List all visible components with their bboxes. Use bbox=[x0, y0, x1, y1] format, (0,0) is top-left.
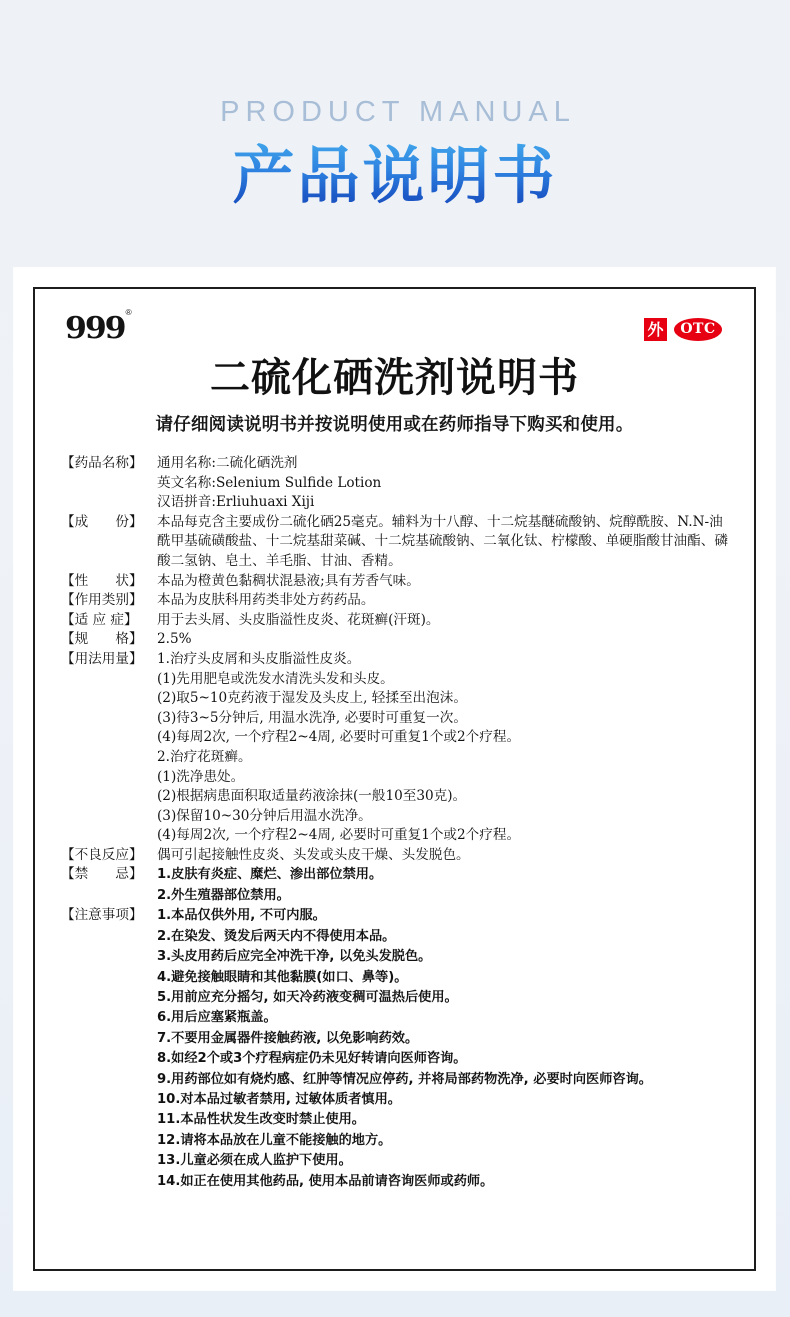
section-content bbox=[157, 650, 728, 846]
section-line: 6.用后应塞紧瓶盖。 bbox=[157, 1010, 277, 1026]
registered-trademark-icon: ® bbox=[125, 308, 132, 317]
section-line: (4)每周2次, 一个疗程2~4周, 必要时可重复1个或2个疗程。 bbox=[157, 827, 521, 844]
section-line: 1.治疗头皮屑和头皮脂溢性皮炎。 bbox=[157, 650, 361, 667]
section-label: 【作用类别】 bbox=[61, 592, 143, 609]
section-line: (3)保留10~30分钟后用温水洗净。 bbox=[157, 807, 372, 824]
section-line: 10.对本品过敏者禁用, 过敏体质者慎用。 bbox=[157, 1091, 401, 1107]
section-line: 13.儿童必须在成人监护下使用。 bbox=[157, 1153, 352, 1169]
section-line: (2)根据病患面积取适量药液涂抹(一般10至30克)。 bbox=[157, 788, 467, 805]
section-label: 【用法用量】 bbox=[61, 650, 143, 667]
section-line: 5.用前应充分摇匀, 如天冷药液变稠可温热后使用。 bbox=[157, 989, 458, 1005]
document-subtitle: 请仔细阅读说明书并按说明使用或在药师指导下购买和使用。 bbox=[155, 415, 634, 435]
section-label: 【药品名称】 bbox=[61, 455, 143, 471]
section-line: 4.避免接触眼睛和其他黏膜(如口、鼻等)。 bbox=[157, 969, 408, 985]
section-label: 【不良反应】 bbox=[61, 846, 143, 863]
section-row bbox=[61, 513, 728, 572]
page-header bbox=[0, 0, 790, 212]
section-row bbox=[61, 650, 728, 846]
badge-group bbox=[644, 318, 722, 341]
section-line: 通用名称:二硫化硒洗剂 bbox=[157, 455, 298, 471]
brand-row bbox=[61, 308, 728, 347]
section-label: 【成 份】 bbox=[61, 513, 143, 530]
section-label: 【适 应 症】 bbox=[61, 611, 138, 628]
section-row bbox=[61, 611, 728, 631]
section-content bbox=[157, 454, 728, 513]
brand-logo-999 bbox=[65, 308, 132, 346]
section-line: 本品为皮肤科用药类非处方药药品。 bbox=[157, 592, 375, 609]
section-line: (3)待3~5分钟后, 用温水洗净, 必要时可重复一次。 bbox=[157, 709, 467, 726]
section-line: 14.如正在使用其他药品, 使用本品前请咨询医师或药师。 bbox=[157, 1173, 494, 1189]
section-content bbox=[157, 846, 728, 866]
section-content bbox=[157, 572, 728, 592]
section-label: 【性 状】 bbox=[61, 572, 143, 589]
section-line: (2)取5~10克药液于湿发及头皮上, 轻揉至出泡沫。 bbox=[157, 690, 467, 707]
manual-card bbox=[14, 268, 775, 1290]
section-content bbox=[157, 630, 728, 650]
section-row bbox=[61, 572, 728, 592]
section-line: (1)洗净患处。 bbox=[157, 768, 245, 785]
section-line: 本品为橙黄色黏稠状混悬液;具有芳香气味。 bbox=[157, 572, 420, 589]
section-line: (1)先用肥皂或洗发水清洗头发和头皮。 bbox=[157, 670, 394, 687]
section-label: 【禁 忌】 bbox=[61, 866, 143, 883]
section-row bbox=[61, 591, 728, 611]
section-line: 7.不要用金属器件接触药液, 以免影响药效。 bbox=[157, 1030, 419, 1046]
brand-logo-text: 999 bbox=[65, 311, 125, 346]
section-line: 8.如经2个或3个疗程病症仍未见好转请向医师咨询。 bbox=[157, 1051, 467, 1067]
section-line: 3.头皮用药后应完全冲洗干净, 以免头发脱色。 bbox=[157, 949, 432, 965]
external-use-badge: 外 bbox=[644, 318, 667, 341]
otc-badge: OTC bbox=[674, 318, 722, 341]
section-line: 12.请将本品放在儿童不能接触的地方。 bbox=[157, 1132, 392, 1148]
header-eyebrow: PRODUCT MANUAL bbox=[220, 96, 576, 128]
section-line: 偶可引起接触性皮炎、头发或头皮干燥、头发脱色。 bbox=[157, 846, 470, 863]
section-row bbox=[61, 454, 728, 513]
section-label: 【规 格】 bbox=[61, 631, 143, 648]
section-line: 2.治疗花斑癣。 bbox=[157, 748, 252, 765]
section-line: 英文名称:Selenium Sulfide Lotion bbox=[157, 474, 382, 491]
section-row bbox=[61, 630, 728, 650]
section-line: 11.本品性状发生改变时禁止使用。 bbox=[157, 1112, 365, 1128]
section-line: 用于去头屑、头皮脂溢性皮炎、花斑癣(汗斑)。 bbox=[157, 611, 440, 628]
section-content bbox=[157, 513, 728, 572]
section-line: 1.皮肤有炎症、糜烂、渗出部位禁用。 bbox=[157, 867, 383, 883]
section-content bbox=[157, 906, 728, 1192]
section-line: 2.在染发、烫发后两天内不得使用本品。 bbox=[157, 928, 396, 944]
section-content bbox=[157, 865, 728, 906]
section-row bbox=[61, 865, 728, 906]
sections-container bbox=[61, 454, 728, 1192]
page-title: 产品说明书 bbox=[0, 143, 790, 208]
section-line: 2.5% bbox=[157, 631, 192, 648]
section-line: 1.本品仅供外用, 不可内服。 bbox=[157, 908, 326, 924]
document-title: 二硫化硒洗剂说明书 bbox=[210, 354, 579, 401]
manual-card-inner bbox=[33, 287, 756, 1271]
section-label: 【注意事项】 bbox=[61, 907, 143, 924]
section-content bbox=[157, 591, 728, 611]
section-line: 本品每克含主要成份二硫化硒25毫克。辅料为十八醇、十二烷基醚硫酸钠、烷醇酰胺、N.N-油酰甲基硫磺酸盐、十二烷基甜菜碱、十二烷基硫酸钠、二氧化钛、柠檬酸、单硬脂酸甘油酯、磷酸二氢钠、皂土、羊毛脂、甘油、香精。 bbox=[157, 513, 728, 569]
section-line: 2.外生殖器部位禁用。 bbox=[157, 887, 290, 903]
section-row bbox=[61, 906, 728, 1192]
section-line: (4)每周2次, 一个疗程2~4周, 必要时可重复1个或2个疗程。 bbox=[157, 729, 521, 746]
section-line: 汉语拼音:Erliuhuaxi Xiji bbox=[157, 494, 315, 511]
section-content bbox=[157, 611, 728, 631]
section-row bbox=[61, 846, 728, 866]
section-line: 9.用药部位如有烧灼感、红肿等情况应停药, 并将局部药物洗净, 必要时向医师咨询。 bbox=[157, 1071, 652, 1087]
